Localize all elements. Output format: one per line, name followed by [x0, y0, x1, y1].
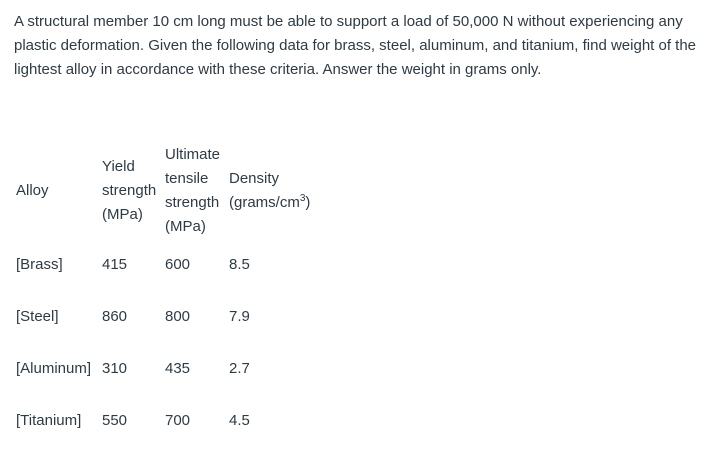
cell-density: 8.5: [229, 256, 250, 273]
header-yield-line: (MPa): [102, 206, 143, 223]
density-unit-prefix: (grams/cm: [229, 194, 300, 211]
cell-yield: 860: [102, 308, 128, 325]
cell-alloy: [Aluminum]: [16, 360, 92, 377]
header-uts-line: tensile: [165, 170, 209, 187]
cell-yield: 415: [102, 256, 128, 273]
header-alloy: Alloy: [16, 182, 49, 199]
header-uts-line: Ultimate: [165, 146, 221, 163]
cell-alloy: [Steel]: [16, 308, 59, 325]
density-unit-exponent: 3: [299, 193, 306, 204]
cell-alloy: [Titanium]: [16, 412, 82, 429]
table-row: [14, 343, 331, 395]
table-row: [14, 291, 331, 343]
density-unit-suffix: ): [305, 194, 311, 211]
cell-yield: 310: [102, 360, 128, 377]
cell-alloy: [Brass]: [16, 256, 63, 273]
header-ultimate-tensile-strength: [163, 143, 227, 239]
header-density-label: Density: [229, 170, 280, 187]
header-yield-line: Yield: [102, 158, 135, 175]
alloy-properties-table: [14, 143, 331, 447]
header-yield-line: strength: [102, 182, 157, 199]
cell-uts: 600: [165, 256, 191, 273]
cell-density: 7.9: [229, 308, 250, 325]
cell-uts: 800: [165, 308, 191, 325]
table-header-row: [14, 143, 331, 239]
cell-density: 2.7: [229, 360, 250, 377]
table-row: [14, 395, 331, 447]
header-uts-line: (MPa): [165, 218, 206, 235]
cell-yield: 550: [102, 412, 128, 429]
cell-uts: 700: [165, 412, 191, 429]
header-density: [227, 143, 331, 239]
table-row: [14, 239, 331, 291]
question-text: A structural member 10 cm long must be able to support a load of 50,000 N without experiencing any plastic deformation. Given the following data for brass, steel, aluminum, and titanium, find weight of the lightest alloy in accordance with these criteria. Answer the weight in grams only.: [14, 13, 697, 78]
header-yield-strength: [100, 143, 163, 239]
header-density-unit: [229, 191, 329, 215]
cell-uts: 435: [165, 360, 191, 377]
header-uts-line: strength: [165, 194, 220, 211]
cell-density: 4.5: [229, 412, 250, 429]
